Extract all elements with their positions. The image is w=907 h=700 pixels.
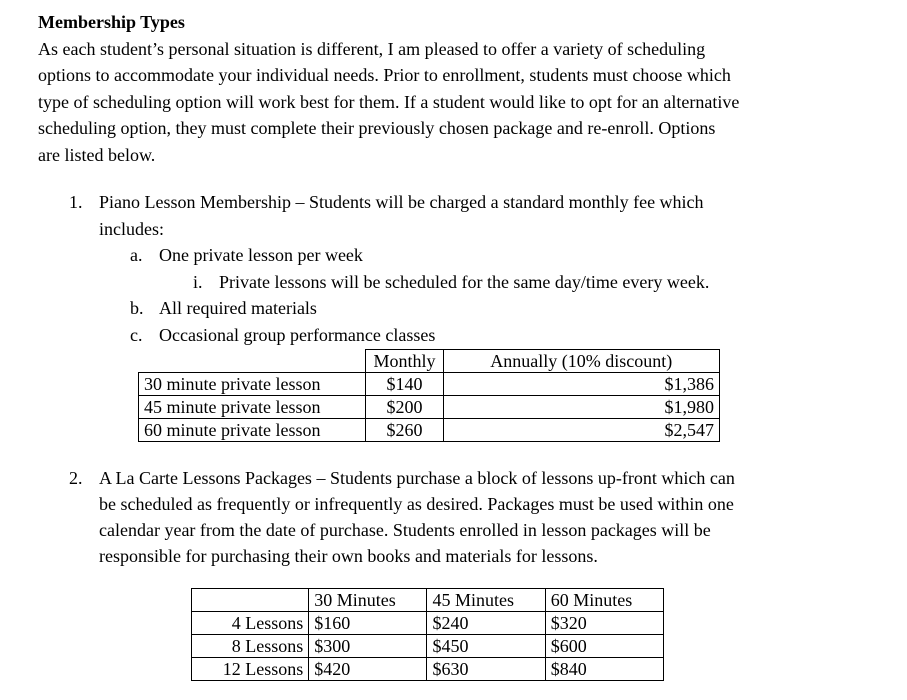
intro-line: options to accommodate your individual needs. Prior to enrollment, students must choose which — [38, 65, 731, 85]
table-cell: 12 Lessons — [192, 658, 309, 681]
section-2-number: 2. — [69, 468, 83, 488]
table-header-cell: 60 Minutes — [545, 589, 663, 612]
table-header-cell — [192, 589, 309, 612]
intro-line: are listed below. — [38, 145, 156, 165]
table-row — [139, 396, 720, 419]
table-cell: $260 — [366, 419, 443, 442]
table-cell: $2,547 — [443, 419, 719, 442]
list-marker: i. — [193, 272, 203, 292]
section-1-number: 1. — [69, 192, 83, 212]
list-item: Occasional group performance classes — [159, 325, 436, 345]
list-item: All required materials — [159, 298, 317, 318]
list-item: One private lesson per week — [159, 245, 363, 265]
table-header-cell — [139, 350, 366, 373]
table-cell: 45 minute private lesson — [139, 396, 366, 419]
table-cell: $140 — [366, 373, 443, 396]
intro-line: As each student’s personal situation is different, I am pleased to offer a variety of scheduling — [38, 39, 706, 59]
section-2-line: be scheduled as frequently or infrequently as desired. Packages must be used within one — [99, 494, 734, 514]
intro-line: type of scheduling option will work best for them. If a student would like to opt for an alternative — [38, 92, 740, 112]
table-cell: $840 — [545, 658, 663, 681]
membership-pricing-table — [138, 349, 720, 442]
list-marker: b. — [130, 298, 144, 318]
table-header-cell: Monthly — [366, 350, 443, 373]
section-2-line: A La Carte Lessons Packages – Students purchase a block of lessons up-front which can — [99, 468, 735, 488]
table-header-cell: 30 Minutes — [309, 589, 427, 612]
table-cell: $420 — [309, 658, 427, 681]
table-header-cell: Annually (10% discount) — [443, 350, 719, 373]
page-title: Membership Types — [38, 12, 185, 32]
table-row — [192, 635, 664, 658]
table-cell: $1,980 — [443, 396, 719, 419]
table-header-cell: 45 Minutes — [427, 589, 545, 612]
table-cell: $320 — [545, 612, 663, 635]
table-cell: $450 — [427, 635, 545, 658]
table-cell: 8 Lessons — [192, 635, 309, 658]
section-1-heading-line: Piano Lesson Membership – Students will be charged a standard monthly fee which — [99, 192, 704, 212]
list-item: Private lessons will be scheduled for the same day/time every week. — [219, 272, 710, 292]
intro-line: scheduling option, they must complete their previously chosen package and re-enroll. Options — [38, 118, 716, 138]
section-2-line: responsible for purchasing their own books and materials for lessons. — [99, 546, 598, 566]
lesson-packages-table — [191, 588, 664, 681]
table-cell: $300 — [309, 635, 427, 658]
table-cell: $200 — [366, 396, 443, 419]
table-row — [192, 612, 664, 635]
table-cell: 4 Lessons — [192, 612, 309, 635]
list-marker: c. — [130, 325, 143, 345]
table-cell: 30 minute private lesson — [139, 373, 366, 396]
table-cell: $600 — [545, 635, 663, 658]
table-cell: $1,386 — [443, 373, 719, 396]
table-row — [139, 419, 720, 442]
table-cell: 60 minute private lesson — [139, 419, 366, 442]
table-header-row — [192, 589, 664, 612]
table-row — [139, 373, 720, 396]
list-marker: a. — [130, 245, 143, 265]
table-cell: $630 — [427, 658, 545, 681]
table-header-row — [139, 350, 720, 373]
section-2-line: calendar year from the date of purchase. Students enrolled in lesson packages will be — [99, 520, 711, 540]
table-row — [192, 658, 664, 681]
section-1-heading-line: includes: — [99, 219, 164, 239]
table-cell: $160 — [309, 612, 427, 635]
table-cell: $240 — [427, 612, 545, 635]
